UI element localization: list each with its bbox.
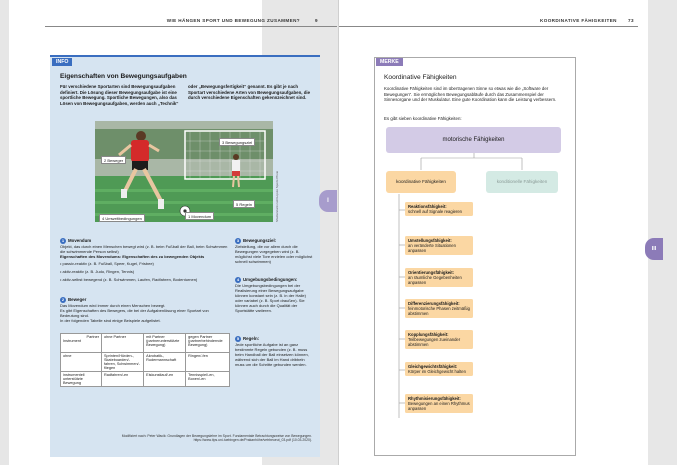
photo-credit: Shutterstock.com/Lopolo Sports Photo xyxy=(275,170,279,222)
node-rhythmisierungsfaehigkeit: Rhythmisierungsfähigkeit: Bewegungen an einen Rhythmus anpassen xyxy=(405,394,473,413)
node-orientierungsfaehigkeit: Orientierungsfähigkeit: an räumliche Gegebenheiten anpassen xyxy=(405,268,473,287)
table-row-head: ohne xyxy=(61,353,102,372)
table-row-head: instrumentell unterstützte Bewegung xyxy=(61,372,102,387)
movendum-section xyxy=(60,238,228,282)
number-badge-1: 1 xyxy=(61,238,65,243)
movendum-bullet: • aktiv-reaktiv (z. B. Judo, Ringen, Tennis) xyxy=(60,269,135,274)
beweger-heading: 2 Beweger xyxy=(61,297,87,303)
intro-left: Für verschiedene Sportarten sind Bewegungsaufgaben definiert. Die Lösung dieser Bewegungsaufgabe ist eine sportliche Bewegung. Sportliche Bewegungen, also das Lösen von Bewegungsaufgaben, werden auch „Technik“ xyxy=(60,84,179,106)
left-running-head: WIE HÄNGEN SPORT UND BEWEGUNG ZUSAMMEN? xyxy=(166,18,300,23)
left-section-title: Eigenschaften von Bewegungsaufgaben xyxy=(60,73,187,80)
bewegungsziel-heading: 3 Bewegungsziel: xyxy=(236,238,277,244)
table-cell: Eiskunstlauf/-en xyxy=(144,372,186,387)
label-umweltbedingungen: 4 Umweltbedingungen xyxy=(99,214,145,222)
beweger-text: Das Movendum wird immer durch einen Menschen bewegt. xyxy=(60,303,166,308)
regeln-section xyxy=(235,336,313,367)
table-cell: Tennisspiel/-en, Boxen/-en xyxy=(186,372,230,387)
umwelt-heading: 4 Umgebungsbedingungen: xyxy=(236,277,298,283)
beweger-sub: Es gibt Eigenschaften des Bewegers, die bei der Aufgabenlösung einer Sportart von Bedeutung sind. xyxy=(60,308,209,318)
number-badge-2: 2 xyxy=(61,297,65,302)
intro-right: oder „Bewegungsfertigkeit“ genannt. Es gibt je nach Sportart verschiedene Arten von Bewegungsaufgaben, die durch verschiedene Eigenschaften gekennzeichnet sind. xyxy=(188,84,311,101)
beweger-section xyxy=(60,297,228,323)
table-cell: Sprinten/Hürden-, Skateboarden/-fahren, Schwimmen/-fliegen xyxy=(102,353,144,372)
merke-tag: MERKE xyxy=(376,58,403,66)
node-koordinative-faehigkeiten: koordinative Fähigkeiten xyxy=(386,171,456,193)
movendum-text: Objekt, das durch einen Menschen bewegt wird (z. B. beim Fußball der Ball, beim Schwimmen die schwimmende Person selbst) xyxy=(60,244,228,254)
right-running-head: KOORDINATIVE FÄHIGKEITEN xyxy=(540,18,617,23)
node-reaktionsfaehigkeit: Reaktionsfähigkeit: schnell auf Signale reagieren xyxy=(405,202,473,216)
right-header-rule xyxy=(339,26,638,27)
regeln-text: Jede sportliche Aufgabe ist an ganz bestimmte Regeln gebunden (z. B. muss beim Handball der Ball einsetzen können, während sich der Ball im Hand dribbeln muss um die Schritte gebunden werden. xyxy=(235,342,309,367)
table-col-header: mit Partner (partnerunterstützte Bewegung) xyxy=(144,334,186,353)
table-col-header: gegen Partner (partnerbehindernde Bewegung) xyxy=(186,334,230,353)
right-outer-gray xyxy=(648,0,677,465)
left-outer-gray xyxy=(0,0,9,465)
label-regeln: 5 Regeln xyxy=(233,200,255,208)
table-cell: Radfahren/-en xyxy=(102,372,144,387)
umwelt-section xyxy=(235,277,313,313)
table-cell: Akrobatik-, Rudermannschaft xyxy=(144,353,186,372)
right-lead: Es gibt sieben koordinative Fähigkeiten: xyxy=(384,116,462,121)
node-differenzierungsfaehigkeit: Differenzierungsfähigkeit: feinmotorische Phasen zeitmäßig abstimmen xyxy=(405,299,473,318)
chapter-tab-right[interactable]: III xyxy=(645,238,663,260)
table-col-header: ohne Partner xyxy=(102,334,144,353)
node-konditionelle-faehigkeiten: konditionelle Fähigkeiten xyxy=(486,171,558,193)
table-row xyxy=(61,353,230,372)
right-section-title: Koordinative Fähigkeiten xyxy=(384,74,457,81)
movendum-bullet: • aktiv-selbst bewegend (z. B. Schwimmen, Laufen, Radfahren, Bodenturnen) xyxy=(60,277,198,282)
table-intro: In der folgenden Tabelle sind einige Beispiele aufgelistet. xyxy=(60,318,161,323)
chapter-tab-left[interactable]: I xyxy=(319,190,337,212)
table-cell: Ringen/-fen xyxy=(186,353,230,372)
table-corner-bottom: Instrument xyxy=(63,339,81,343)
movendum-heading: 1 Movendum xyxy=(61,238,92,244)
table-corner-top: Partner xyxy=(86,335,99,339)
diagram-connectors xyxy=(374,120,574,440)
node-kopplungsfaehigkeit: Kopplungsfähigkeit: Teilbewegungen zueinander abstimmen xyxy=(405,330,473,349)
label-bewegungsziel: 3 Bewegungsziel xyxy=(219,138,255,146)
table-row xyxy=(61,372,230,387)
number-badge-5: 5 xyxy=(236,336,240,341)
soccer-photo xyxy=(95,121,273,222)
source-note: Modifiziert nach: Peter Wacik: Grundlagen der Bewegungslehre im Sport. Fundamentale Betrachtungsweise von Bewegungen. https://www.tips.uni-tuebingen.de/Prakanhöhe/vetrbeueut_03.pdf (10.03.2020). xyxy=(121,434,312,443)
spine-line xyxy=(338,0,339,465)
bewegungsziel-section xyxy=(235,238,313,264)
umwelt-text: Die Umgebungsbedingungen bei der Realisierung einer Bewegungsaufgabe können konstant sein (z. B. in der Halle) oder variabel (z. B. Sport draußen). Sie können auch durch die Qualität der Sportstätte variieren. xyxy=(235,283,306,313)
node-gleichgewichtsfaehigkeit: Gleichgewichtsfähigkeit: Körper im Gleichgewicht halten xyxy=(405,362,473,376)
movendum-bullet: • passiv-reaktiv (z. B. Fußball, Speer, Kugel, Frisbee) xyxy=(60,261,154,266)
node-umstellungsfaehigkeit: Umstellungsfähigkeit: an veränderte Situationen anpassen xyxy=(405,236,473,255)
bewegungsziel-text: Zielstellung, die vor allem durch die Bewegungen vorgegeben wird (z. B. möglichst viele Tore erzielen oder möglichst schnell schwimmen) xyxy=(235,244,313,264)
node-motorische-faehigkeiten: motorische Fähigkeiten xyxy=(386,127,561,153)
regeln-heading: 5 Regeln: xyxy=(236,336,260,342)
right-page-number: 73 xyxy=(628,18,634,23)
label-beweger: 2 Beweger xyxy=(101,156,126,164)
beweger-table xyxy=(60,333,230,387)
number-badge-3: 3 xyxy=(236,238,240,243)
info-tag: INFO xyxy=(52,58,72,66)
number-badge-4: 4 xyxy=(236,277,240,282)
left-header-rule xyxy=(45,26,337,27)
right-intro: Koordinative Fähigkeiten sind im übertragenen Sinne so etwas wie die „Software der Bewegungen“. Sie ermöglichen Bewegungsabläufe durch das Zusammenspiel der Sinnesorgane und der Muskulatur. Eine gute Koordination kann die Leistung verbessern. xyxy=(384,86,557,103)
left-page-number: 9 xyxy=(315,18,318,23)
movendum-subheading: Eigenschaften des Movendums: Eigenschaften des zu bewegenden Objekts xyxy=(60,254,205,259)
label-movendum: 1 Movendum xyxy=(185,212,214,220)
